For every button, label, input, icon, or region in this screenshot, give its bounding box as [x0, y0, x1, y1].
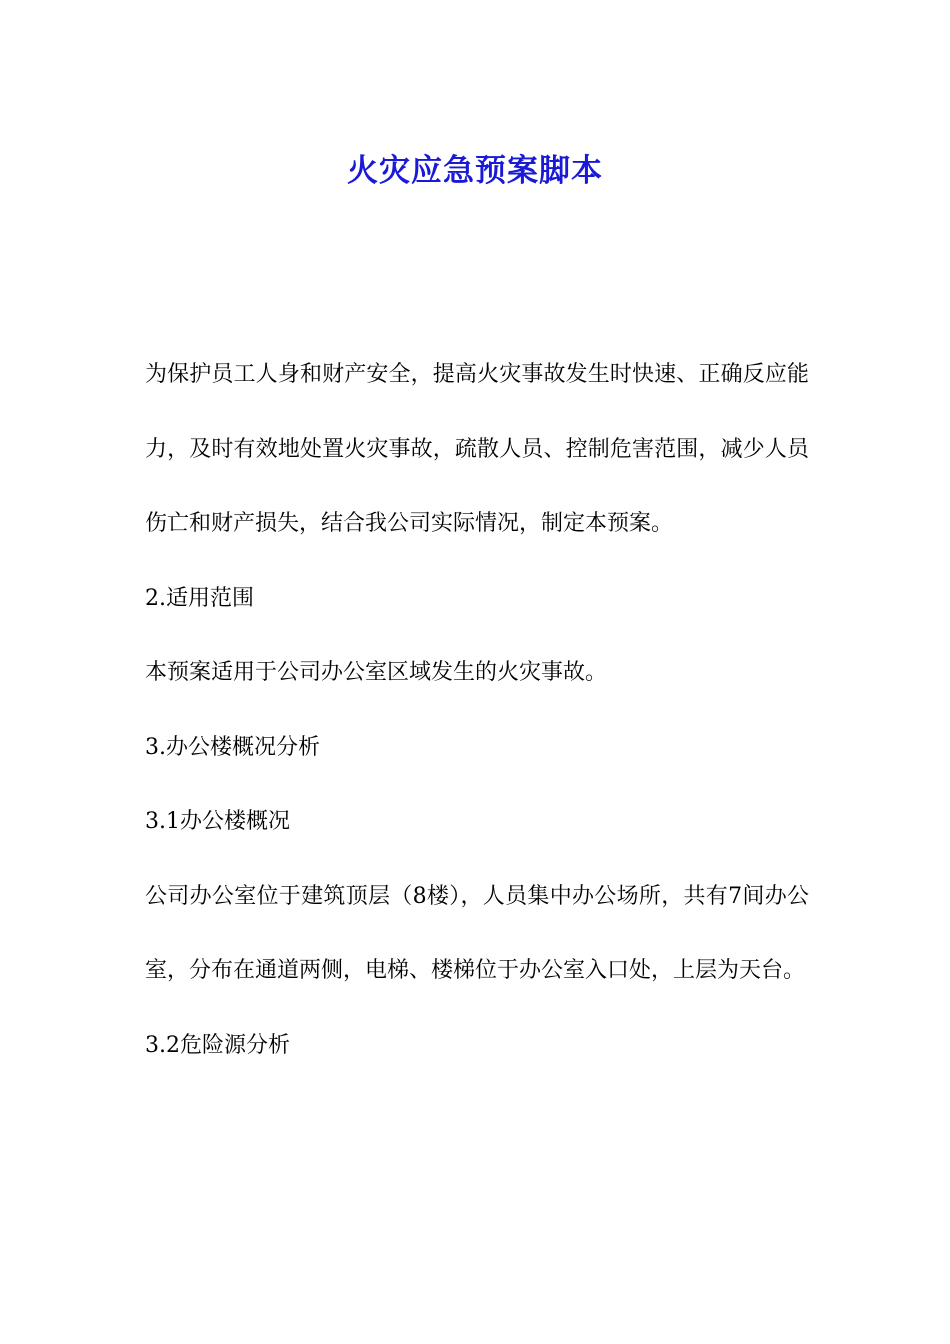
document-body: [145, 338, 809, 1083]
intro-paragraph: 为保护员工人身和财产安全，提高火灾事故发生时快速、正确反应能力，及时有效地处置火灾事故，疏散人员、控制危害范围，减少人员伤亡和财产损失，结合我公司实际情况，制定本预案。: [145, 362, 809, 536]
subsection-heading-hazard-analysis: 3.2危险源分析: [145, 1032, 290, 1058]
section-heading-scope: 2.适用范围: [145, 585, 254, 611]
scope-paragraph: 本预案适用于公司办公室区域发生的火灾事故。: [145, 660, 608, 685]
building-profile-paragraph: 公司办公室位于建筑顶层（8楼），人员集中办公场所，共有7间办公室，分布在通道两侧，电梯、楼梯位于办公室入口处，上层为天台。: [145, 883, 809, 983]
subsection-heading-building-profile: 3.1办公楼概况: [145, 809, 290, 834]
section-heading-building-overview: 3.办公楼概况分析: [145, 734, 320, 760]
document-title: 火灾应急预案脚本: [347, 152, 603, 189]
